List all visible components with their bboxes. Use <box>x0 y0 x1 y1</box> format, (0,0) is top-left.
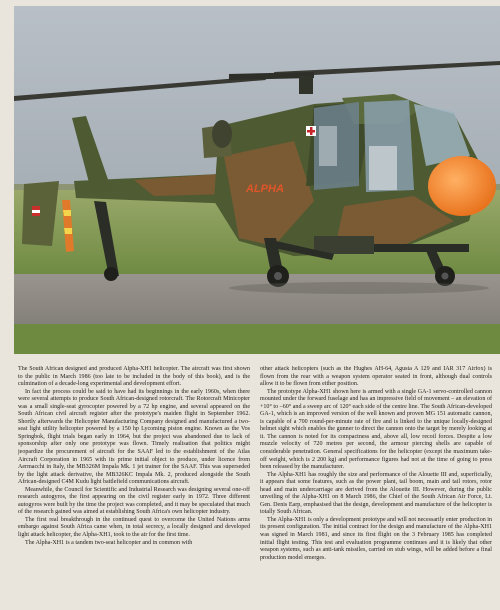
fuselage-marking: ALPHA <box>246 183 284 195</box>
article-body <box>18 366 492 610</box>
paragraph: The Alpha-XH1 has roughly the size and performance of the Alouette III and, superficially, it appears that some features, such as the power plant, tail boom, main and tail rotors, rotor head and main undercarriage are derived from the Alouette III. However, during the public unveiling of the Alpha-XH1 on 8 March 1986, the Chief of the South African Air Force, Lt. Gen. Denis Earp, emphasised that the design, development and manufacture of the helicopter is totally South African. <box>260 471 492 516</box>
paragraph: The Alpha-XH1 is only a development prototype and will not necessarily enter production in its present configuration. The initial contract for the design and manufacture of the Alpha-XH1 was signed in March 1981, and since its first flight on the 3 February 1985 has completed initial flight testing. This test and evaluation programme continues and it is likely that other weapon systems, such as anti-tank missiles, carried on stub wings, will be added before a final production model emerges. <box>260 516 492 561</box>
paragraph: The South African designed and produced Alpha-XH1 helicopter. The aircraft was first shown to the public in March 1986 (too late to be included in the body of this book), and is the culmination of a decade-long experimental and development effort. <box>18 366 250 388</box>
left-text-column <box>18 366 250 610</box>
paragraph: The prototype Alpha-XH1 shown here is armed with a single GA-1 servo-controlled cannon mounted under the forward fuselage and has an impressive field of movement – an elevation of +10° to –60° and a sweep arc of 120° each side of the centre line. The South African-developed GA-1, which is an improved version of the well known and proven MG 151 automatic cannon, is capable of a 700 round-per-minute rate of fire and is linked to the unique locally-designed helmet sight which enables the gunner to direct the cannon onto the target by merely looking at it. The cannon is noted for its compactness and, above all, low recoil forces. Despite a low muzzle velocity of 720 metres per second, the armour piercing shells are capable of considerable penetration. General specifications for the helicopter (except the maximum take-off weight, which is 2 200 kg) and performance figures had not at the time of going to press been released by the manufacturer. <box>260 388 492 471</box>
paragraph: The Alpha-XH1 is a tandem two-seat helicopter and in common with <box>25 539 193 546</box>
paragraph: other attack helicopters (such as the Hughes AH-64, Agusta A 129 and IAR 317 Airfox) is flown from the rear with a weapon system operator seated in front, although dual controls allow it to be flown from either position. <box>260 366 492 388</box>
tarmac <box>14 274 500 326</box>
right-text-column <box>260 366 492 610</box>
paragraph: The first real breakthrough in the continued quest to overcome the United Nations arms embargo against South Africa came when, in total secrecy, a locally designed and developed light attack helicopter, the Alpha-XH1, took to the air for the first time. <box>18 516 250 539</box>
paragraph: In fact the process could be said to have had its beginnings in the early 1960s, when there were several attempts to produce South African-designed rotorcraft. The Rotorcraft Minicopter was a small single-seat gyrocopter powered by a 72 hp engine, and several appeared on the South African civil aircraft register after the prototype's maiden flight in September 1962. Shortly afterwards the Helicopter Manufacturing Company designed and manufactured a two-seat light utility helicopter powered by a 150 hp Lycoming piston engine. Known as the Vos Springbok, flight trials began early in 1964, but the project was abandoned due to lack of sponsorship after only one prototype was flown. Timely realisation that politics might jeopardize the procurement of aircraft for the SAAF led to the establishment of the Atlas Aircraft Corporation in 1965 with its prime initial object to produce, under licence from Aermacchi in Italy, the MB326M Impala Mk. 1 jet trainer for the SAAF. This was superseded by the light attack derivative, the MB326KC Impala Mk. 2, produced alongside the South African-designed C4M Kudu light battlefield communications aircraft. <box>18 388 250 486</box>
foreground-grass <box>14 324 500 354</box>
paragraph: Meanwhile, the Council for Scientific and Industrial Research was designing several one-off research autogyros, the first appearing on the civil register early in 1972. Three different autogyros were built by the time the project was completed, and it may be speculated that much of the research gained was aimed at establishing South Africa's own helicopter industry. <box>18 486 250 516</box>
nose-cone <box>428 156 496 216</box>
helicopter-photo <box>14 6 500 354</box>
